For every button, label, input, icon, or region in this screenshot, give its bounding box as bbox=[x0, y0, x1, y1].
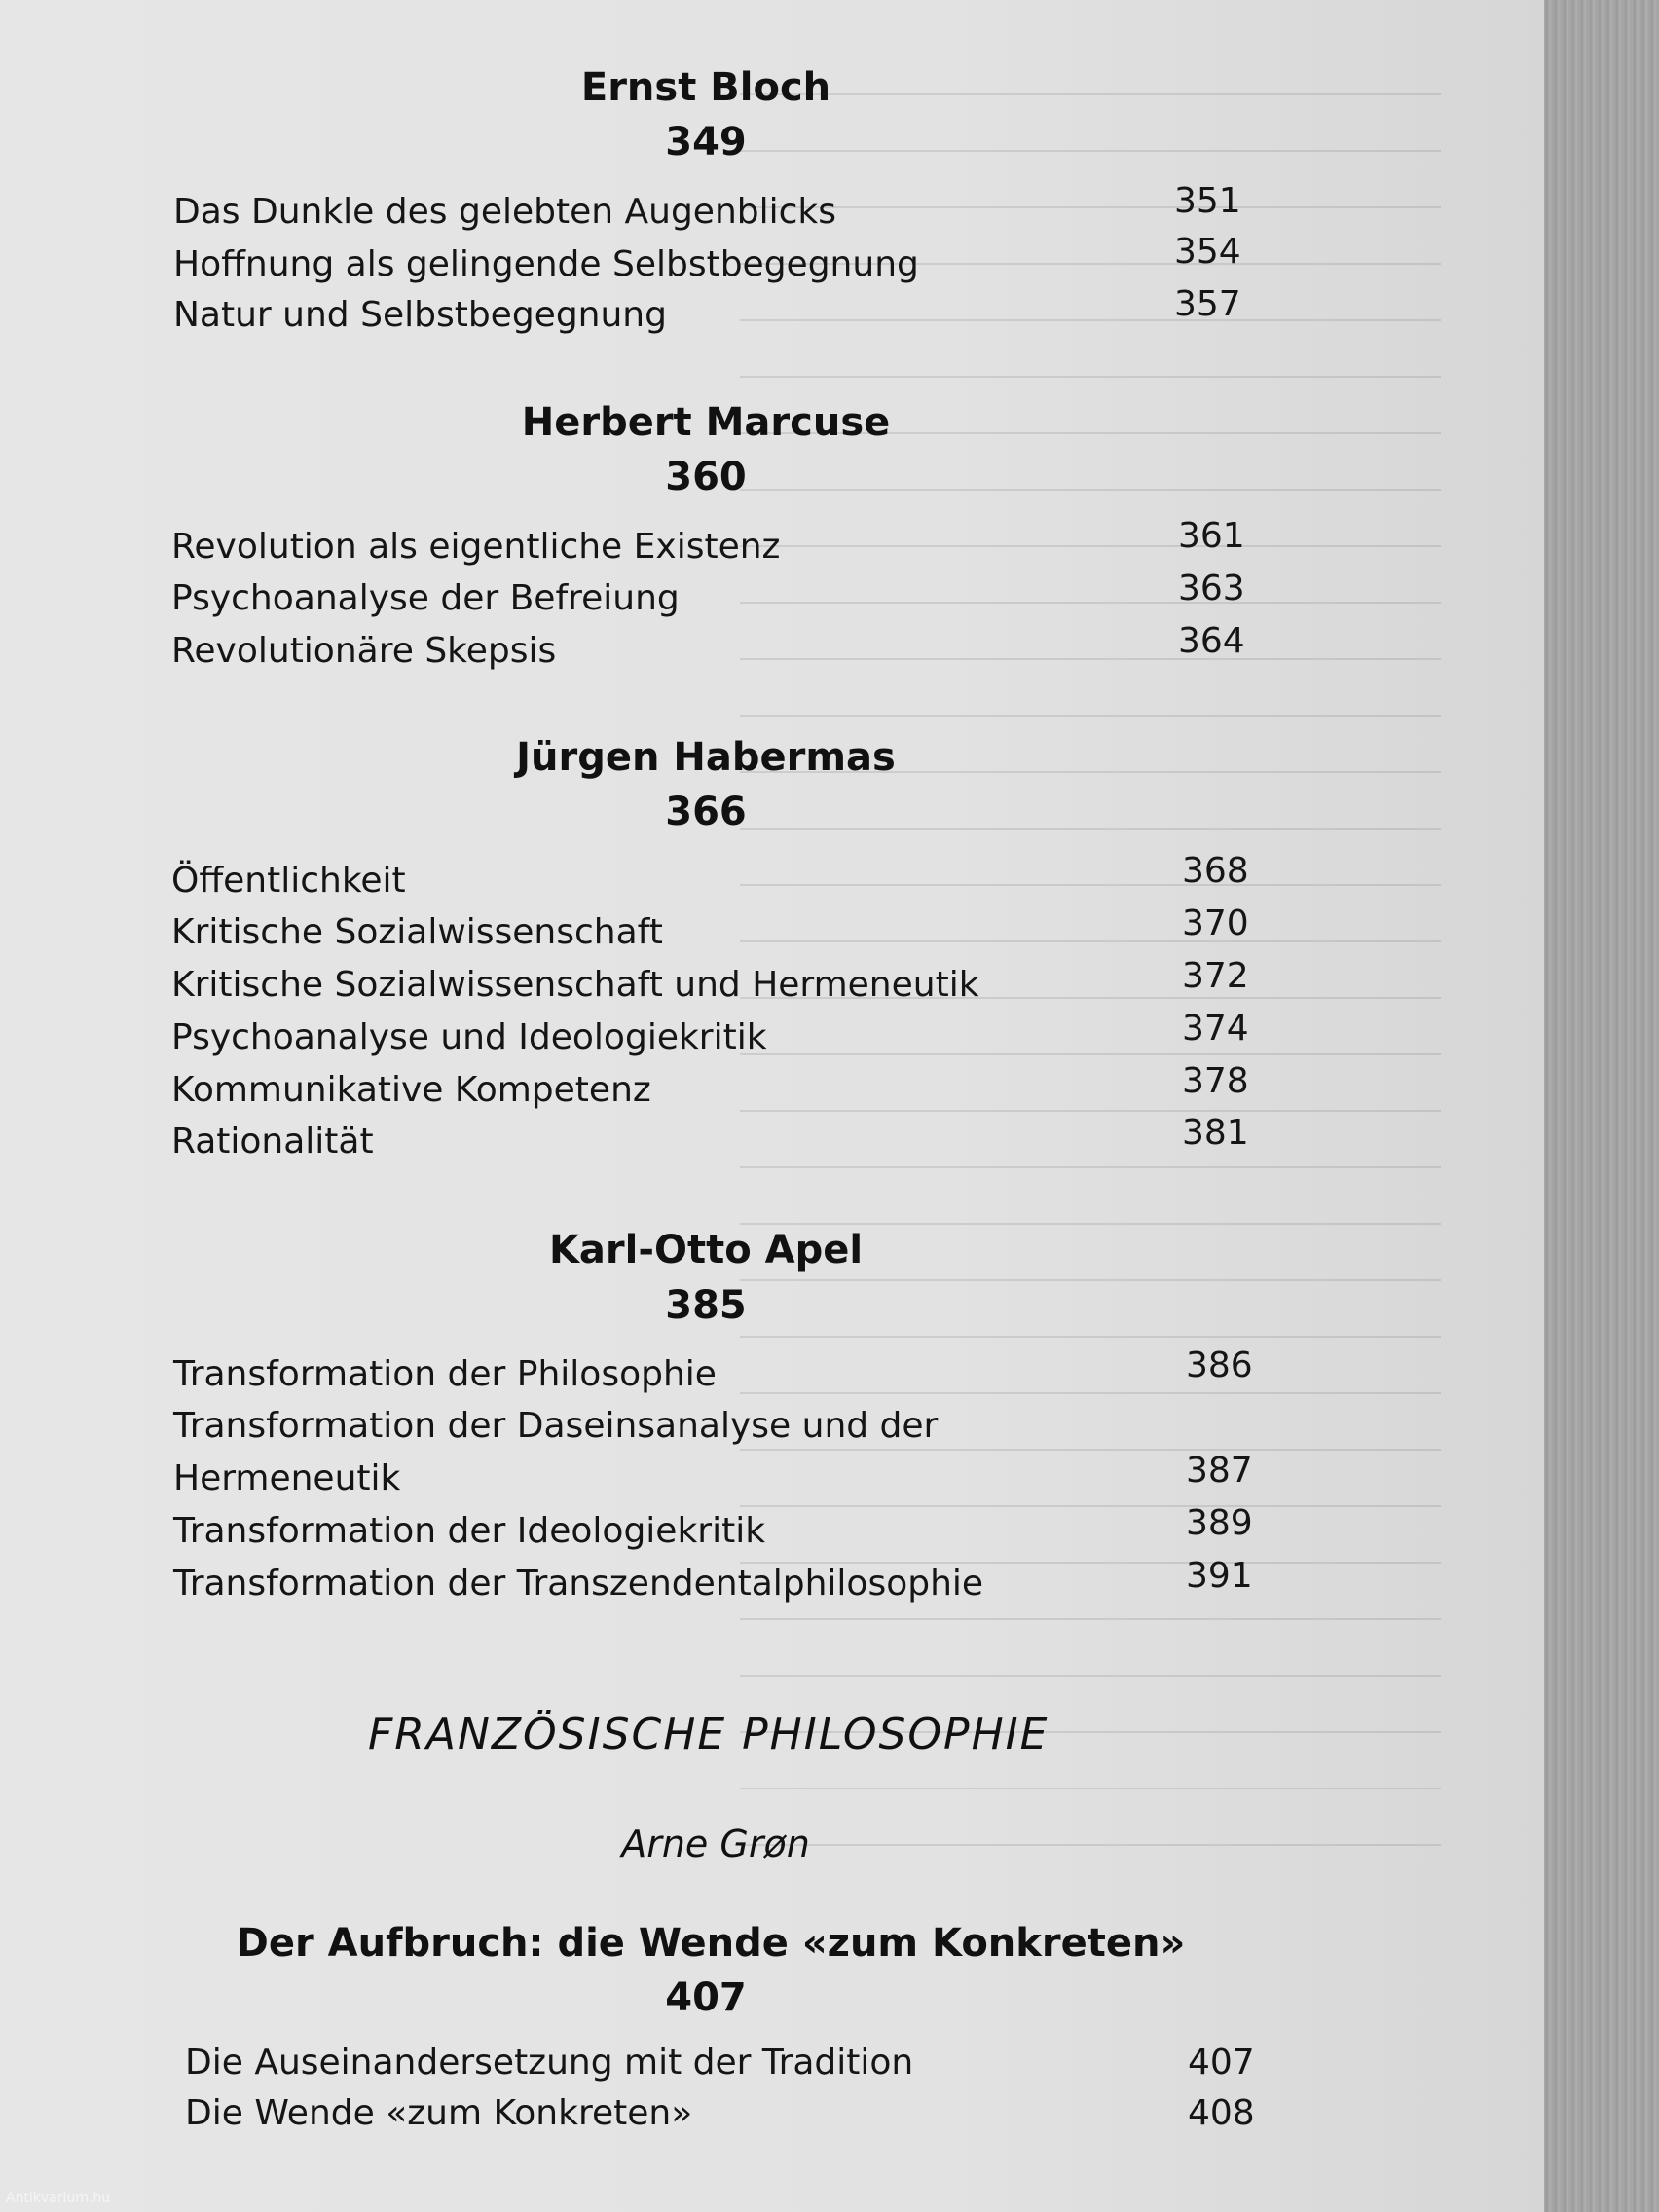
chapter-page: 407 bbox=[665, 1975, 747, 2020]
toc-entry: Revolutionäre Skepsis bbox=[171, 631, 557, 671]
watermark: Antikvarium.hu bbox=[6, 2191, 111, 2206]
section-page: 366 bbox=[665, 790, 747, 834]
toc-entry: Transformation der Transzendentalphilosophie bbox=[173, 1564, 984, 1604]
toc-page-number: 370 bbox=[1182, 903, 1249, 943]
toc-entry: Hermeneutik bbox=[173, 1458, 401, 1498]
toc-page-number: 378 bbox=[1182, 1061, 1249, 1101]
chapter-title: Der Aufbruch: die Wende «zum Konkreten» bbox=[236, 1921, 1186, 1966]
toc-page-number: 386 bbox=[1186, 1346, 1253, 1385]
toc-page-number: 387 bbox=[1186, 1451, 1253, 1491]
toc-page-number: 381 bbox=[1182, 1113, 1249, 1153]
toc-page-number: 374 bbox=[1182, 1009, 1249, 1049]
page-edge bbox=[1544, 0, 1659, 2212]
section-author: Herbert Marcuse bbox=[521, 400, 891, 445]
toc-page-number: 364 bbox=[1178, 621, 1245, 661]
toc-page-number: 363 bbox=[1178, 569, 1245, 608]
toc-entry: Transformation der Daseinsanalyse und der bbox=[173, 1406, 939, 1446]
section-page: 385 bbox=[665, 1283, 747, 1328]
contributor-name: Arne Grøn bbox=[621, 1823, 810, 1865]
toc-entry: Kommunikative Kompetenz bbox=[171, 1070, 651, 1110]
toc-page-number: 408 bbox=[1188, 2093, 1255, 2133]
toc-entry: Transformation der Philosophie bbox=[173, 1354, 717, 1394]
toc-entry: Die Auseinandersetzung mit der Tradition bbox=[185, 2043, 914, 2083]
toc-entry: Die Wende «zum Konkreten» bbox=[185, 2093, 693, 2133]
toc-entry: Kritische Sozialwissenschaft und Hermeneutik bbox=[171, 965, 979, 1005]
toc-page-number: 391 bbox=[1186, 1556, 1253, 1596]
toc-entry: Das Dunkle des gelebten Augenblicks bbox=[173, 192, 837, 232]
toc-page-number: 407 bbox=[1188, 2043, 1255, 2083]
section-author: Ernst Bloch bbox=[580, 65, 831, 110]
toc-entry: Psychoanalyse und Ideologiekritik bbox=[171, 1017, 767, 1057]
toc-entry: Hoffnung als gelingende Selbstbegegnung bbox=[173, 244, 919, 284]
toc-entry: Revolution als eigentliche Existenz bbox=[171, 527, 781, 567]
section-author: Jürgen Habermas bbox=[516, 735, 896, 780]
toc-entry: Natur und Selbstbegegnung bbox=[173, 295, 667, 335]
toc-page-number: 389 bbox=[1186, 1503, 1253, 1543]
toc-page-number: 357 bbox=[1174, 284, 1241, 324]
toc-page-number: 372 bbox=[1182, 956, 1249, 996]
section-page: 349 bbox=[665, 120, 747, 165]
toc-page-number: 361 bbox=[1178, 516, 1245, 556]
toc-entry: Transformation der Ideologiekritik bbox=[173, 1511, 766, 1551]
section-page: 360 bbox=[665, 455, 747, 499]
toc-entry: Psychoanalyse der Befreiung bbox=[171, 578, 680, 618]
toc-page-number: 368 bbox=[1182, 851, 1249, 891]
section-author: Karl-Otto Apel bbox=[548, 1228, 864, 1272]
toc-entry: Rationalität bbox=[171, 1122, 374, 1161]
toc-page-number: 354 bbox=[1174, 232, 1241, 272]
part-heading: FRANZÖSISCHE PHILOSOPHIE bbox=[368, 1710, 1050, 1759]
toc-page-number: 351 bbox=[1174, 181, 1241, 221]
toc-entry: Öffentlichkeit bbox=[171, 861, 406, 901]
toc-entry: Kritische Sozialwissenschaft bbox=[171, 912, 663, 952]
